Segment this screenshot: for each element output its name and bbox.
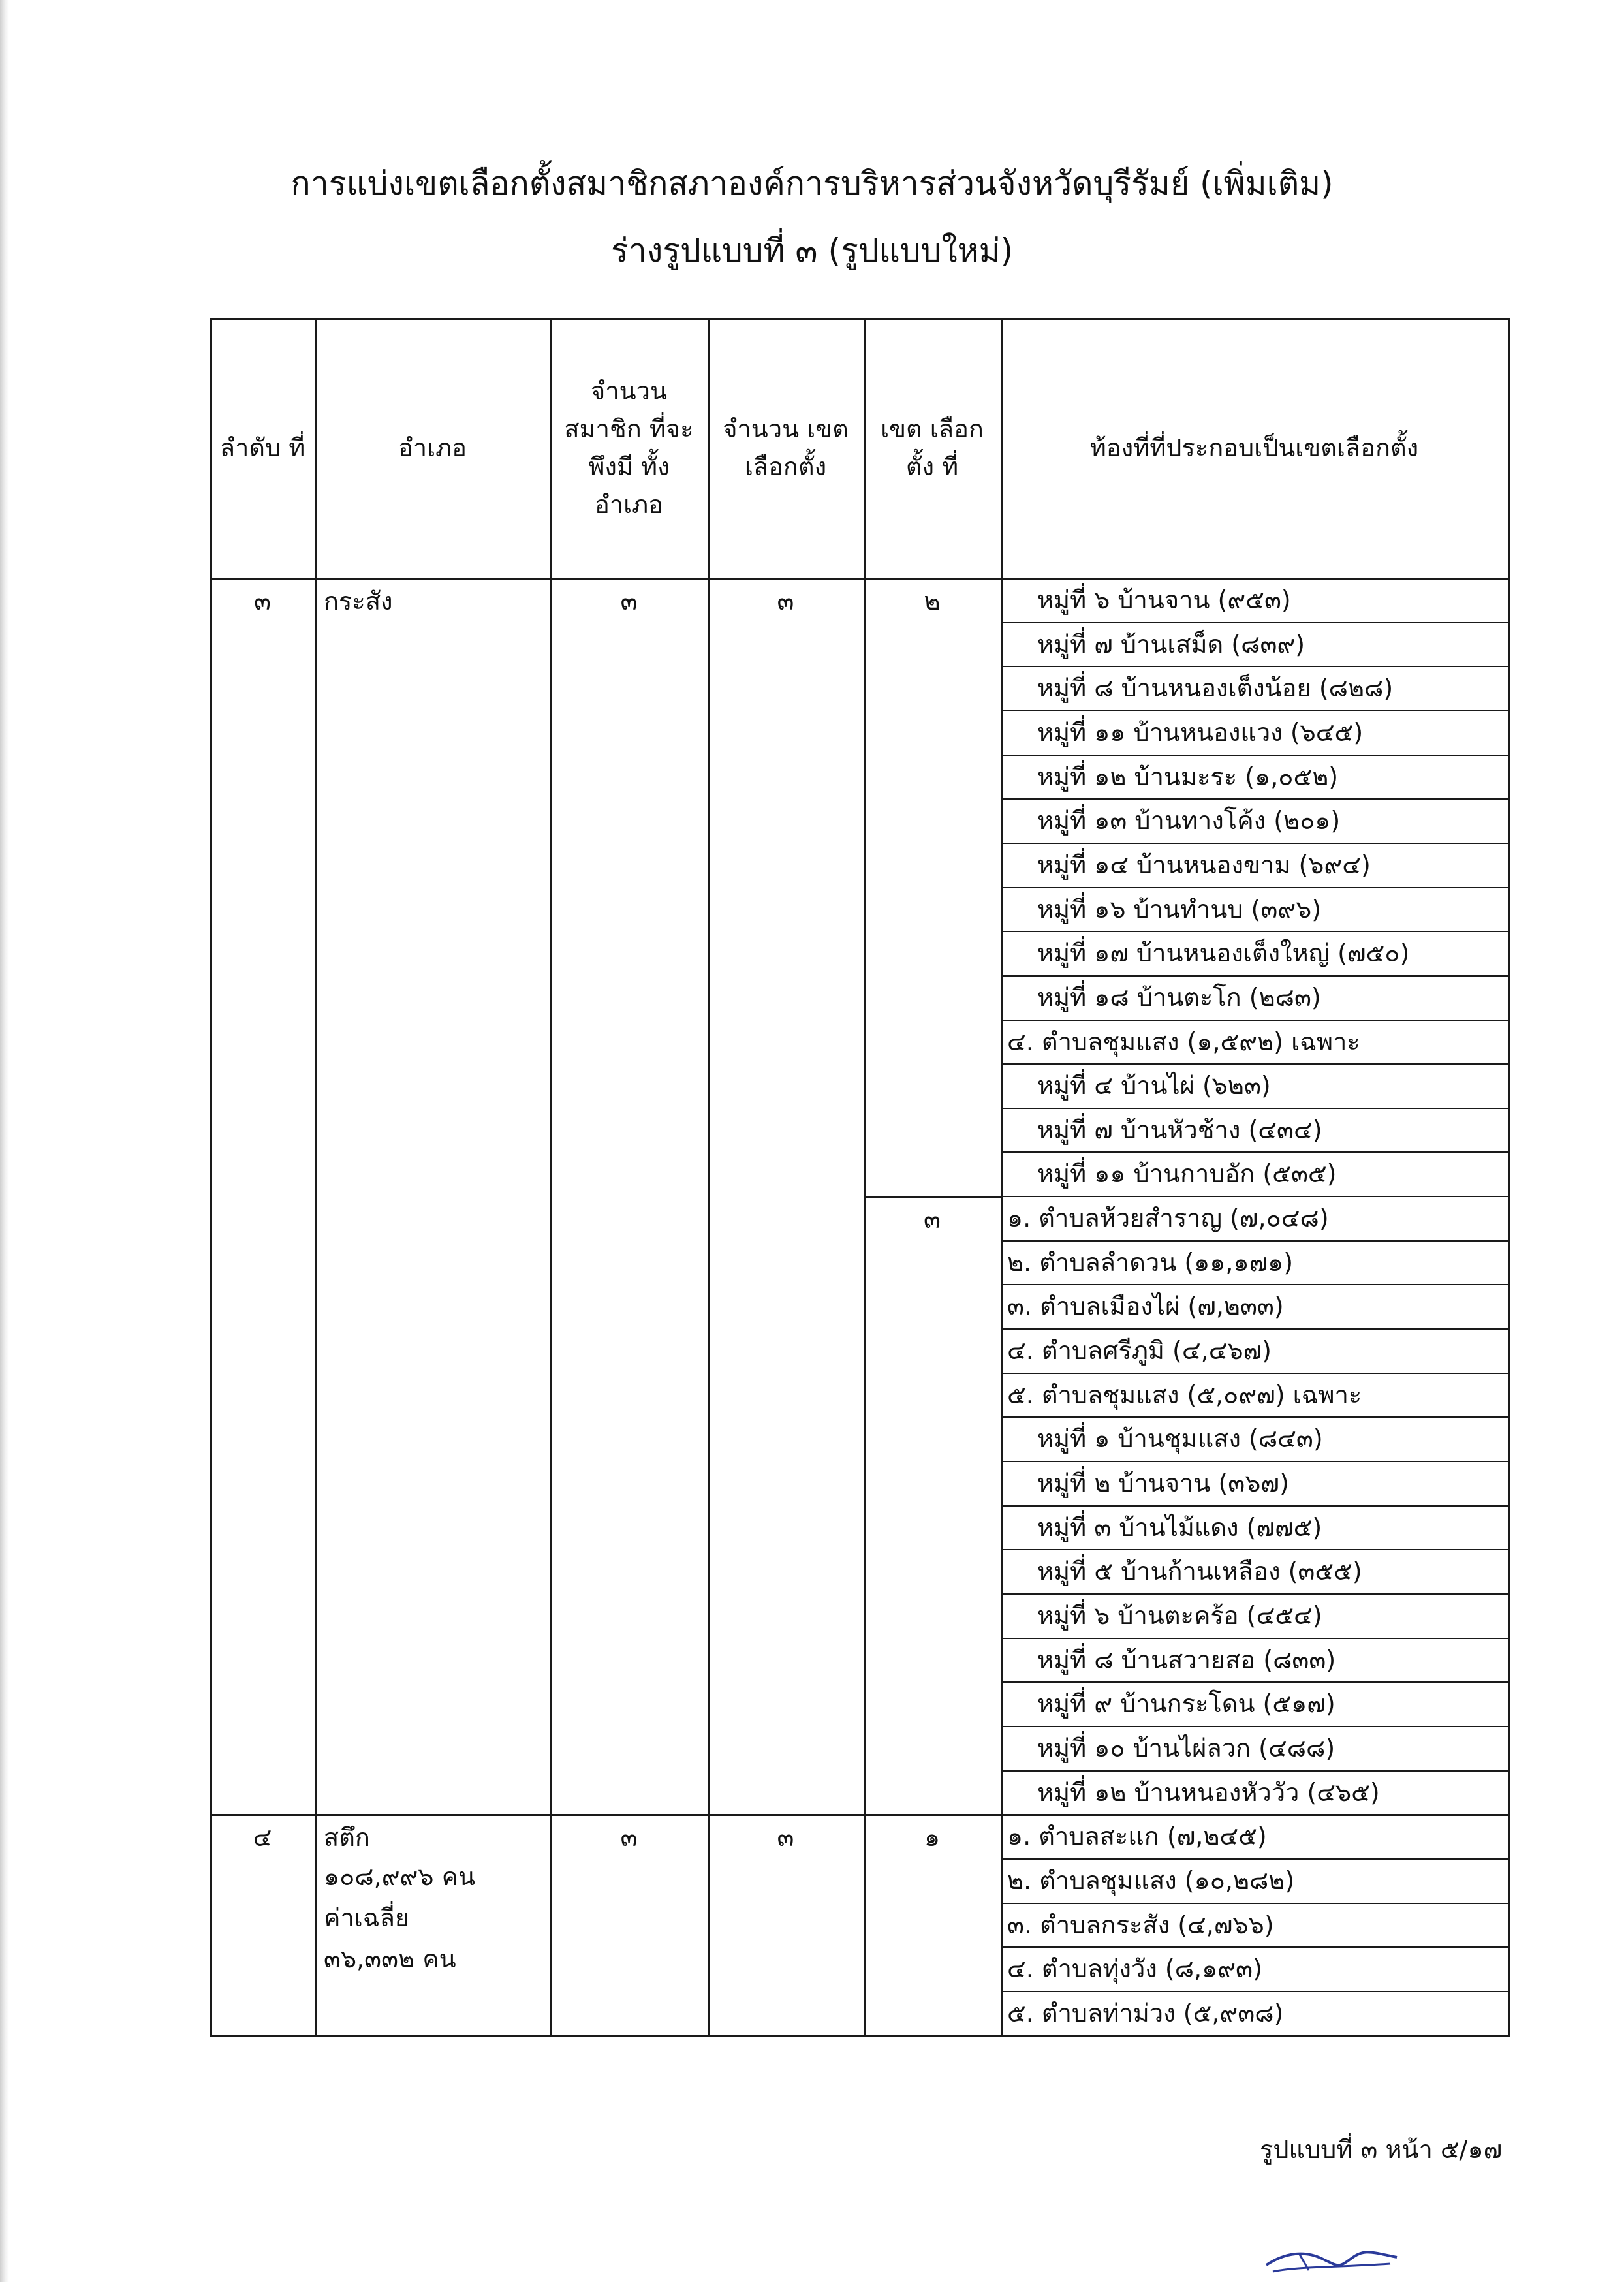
- area-line: หมู่ที่ ๔ บ้านไผ่ (๖๒๓): [1037, 1071, 1271, 1101]
- area-line: หมู่ที่ ๑๓ บ้านทางโค้ง (๒๐๑): [1037, 806, 1341, 836]
- area-line: หมู่ที่ ๕ บ้านก้านเหลือง (๓๕๕): [1037, 1557, 1362, 1586]
- zone-number: ๒: [924, 587, 941, 616]
- area-line: ๔. ตำบลศรีภูมิ (๔,๔๖๗): [1007, 1336, 1272, 1366]
- zone-count: ๓: [777, 587, 794, 616]
- area-line: ๕. ตำบลชุมแสง (๕,๐๙๗) เฉพาะ: [1007, 1380, 1362, 1409]
- document-subtitle: ร่างรูปแบบที่ ๓ (รูปแบบใหม่): [610, 232, 1014, 270]
- area-line: ๕. ตำบลท่าม่วง (๕,๙๓๘): [1007, 1998, 1284, 2027]
- district-name: สตึก: [324, 1823, 370, 1852]
- area-line: หมู่ที่ ๑ บ้านชุมแสง (๘๔๓): [1037, 1424, 1323, 1454]
- zone-number: ๑: [924, 1823, 941, 1852]
- area-line: หมู่ที่ ๑๗ บ้านหนองเต็งใหญ่ (๗๕๐): [1037, 939, 1410, 968]
- column-border: [1001, 318, 1003, 2037]
- area-line: หมู่ที่ ๑๘ บ้านตะโก (๒๘๓): [1037, 982, 1321, 1012]
- area-line: หมู่ที่ ๑๖ บ้านทำนบ (๓๙๖): [1037, 894, 1322, 924]
- column-border: [1508, 318, 1510, 2037]
- header-members: จำนวน สมาชิก ที่จะพึงมี ทั้งอำเภอ: [564, 377, 694, 519]
- header-zones: จำนวน เขต เลือกตั้ง: [723, 414, 849, 481]
- document-title: การแบ่งเขตเลือกตั้งสมาชิกสภาองค์การบริหารส่วนจังหวัดบุรีรัมย์ (เพิ่มเติม): [290, 164, 1334, 202]
- area-line: ๔. ตำบลชุมแสง (๑,๕๙๒) เฉพาะ: [1007, 1027, 1360, 1056]
- area-line: หมู่ที่ ๓ บ้านไม้แดง (๗๗๕): [1037, 1512, 1322, 1542]
- header-zone-no: เขต เลือกตั้ง ที่: [881, 414, 984, 481]
- area-line: หมู่ที่ ๘ บ้านหนองเต็งน้อย (๘๒๘): [1037, 674, 1394, 703]
- order-number: ๓: [254, 587, 271, 616]
- header-order: ลำดับ ที่: [219, 433, 305, 462]
- group-bottom-border: [210, 2035, 1510, 2037]
- area-line: หมู่ที่ ๖ บ้านตะคร้อ (๔๕๔): [1037, 1601, 1322, 1630]
- area-line: หมู่ที่ ๗ บ้านเสม็ด (๘๓๙): [1037, 629, 1305, 659]
- area-line: หมู่ที่ ๗ บ้านหัวช้าง (๔๓๔): [1037, 1115, 1322, 1144]
- column-border: [550, 318, 552, 2037]
- area-line: ๒. ตำบลลำดวน (๑๑,๑๗๑): [1007, 1247, 1294, 1277]
- area-line: หมู่ที่ ๑๐ บ้านไผ่ลวก (๔๘๘): [1037, 1733, 1335, 1762]
- area-line: หมู่ที่ ๖ บ้านจาน (๙๕๓): [1037, 586, 1291, 614]
- area-line: หมู่ที่ ๑๔ บ้านหนองขาม (๖๙๔): [1037, 850, 1371, 879]
- column-border: [315, 318, 317, 2037]
- district-name: กระสัง: [324, 587, 393, 616]
- member-count: ๓: [620, 587, 638, 616]
- district-note: ๓๖,๓๓๒ คน: [324, 1945, 456, 1974]
- zone-count: ๓: [777, 1823, 794, 1852]
- column-border: [864, 318, 866, 2037]
- order-number: ๔: [253, 1823, 272, 1852]
- area-line: หมู่ที่ ๙ บ้านกระโดน (๕๑๗): [1037, 1689, 1335, 1719]
- area-line: หมู่ที่ ๒ บ้านจาน (๓๖๗): [1037, 1469, 1289, 1497]
- area-line: หมู่ที่ ๑๒ บ้านหนองหัววัว (๔๖๕): [1037, 1777, 1380, 1807]
- zone-number: ๓: [924, 1205, 941, 1234]
- area-line: ๔. ตำบลทุ่งวัง (๘,๑๙๓): [1007, 1954, 1262, 1984]
- column-border: [210, 318, 212, 2037]
- area-line: หมู่ที่ ๘ บ้านสวายสอ (๘๓๓): [1037, 1645, 1336, 1674]
- header-areas: ท้องที่ที่ประกอบเป็นเขตเลือกตั้ง: [1089, 433, 1419, 462]
- area-line: ๑. ตำบลสะแก (๗,๒๔๕): [1007, 1822, 1267, 1851]
- signature-icon: [1260, 2239, 1403, 2278]
- district-note: ๑๐๘,๙๙๖ คน: [324, 1862, 475, 1892]
- page-footer: รูปแบบที่ ๓ หน้า ๕/๑๗: [1260, 2135, 1503, 2164]
- area-line: ๓. ตำบลเมืองไผ่ (๗,๒๓๓): [1007, 1292, 1284, 1321]
- table-top-border: [210, 318, 1510, 320]
- member-count: ๓: [620, 1823, 638, 1852]
- area-line: ๓. ตำบลกระสัง (๔,๗๖๖): [1007, 1910, 1274, 1939]
- area-line: หมู่ที่ ๑๑ บ้านหนองแวง (๖๔๕): [1037, 717, 1364, 747]
- area-line: หมู่ที่ ๑๑ บ้านกาบอัก (๕๓๕): [1037, 1159, 1337, 1189]
- area-line: หมู่ที่ ๑๒ บ้านมะระ (๑,๐๕๒): [1037, 762, 1339, 791]
- header-district: อำเภอ: [398, 433, 467, 462]
- district-note: ค่าเฉลี่ย: [324, 1903, 410, 1933]
- area-line: ๒. ตำบลชุมแสง (๑๐,๒๘๒): [1007, 1866, 1295, 1895]
- column-border: [708, 318, 710, 2037]
- area-line: ๑. ตำบลห้วยสำราญ (๗,๐๔๘): [1007, 1204, 1329, 1233]
